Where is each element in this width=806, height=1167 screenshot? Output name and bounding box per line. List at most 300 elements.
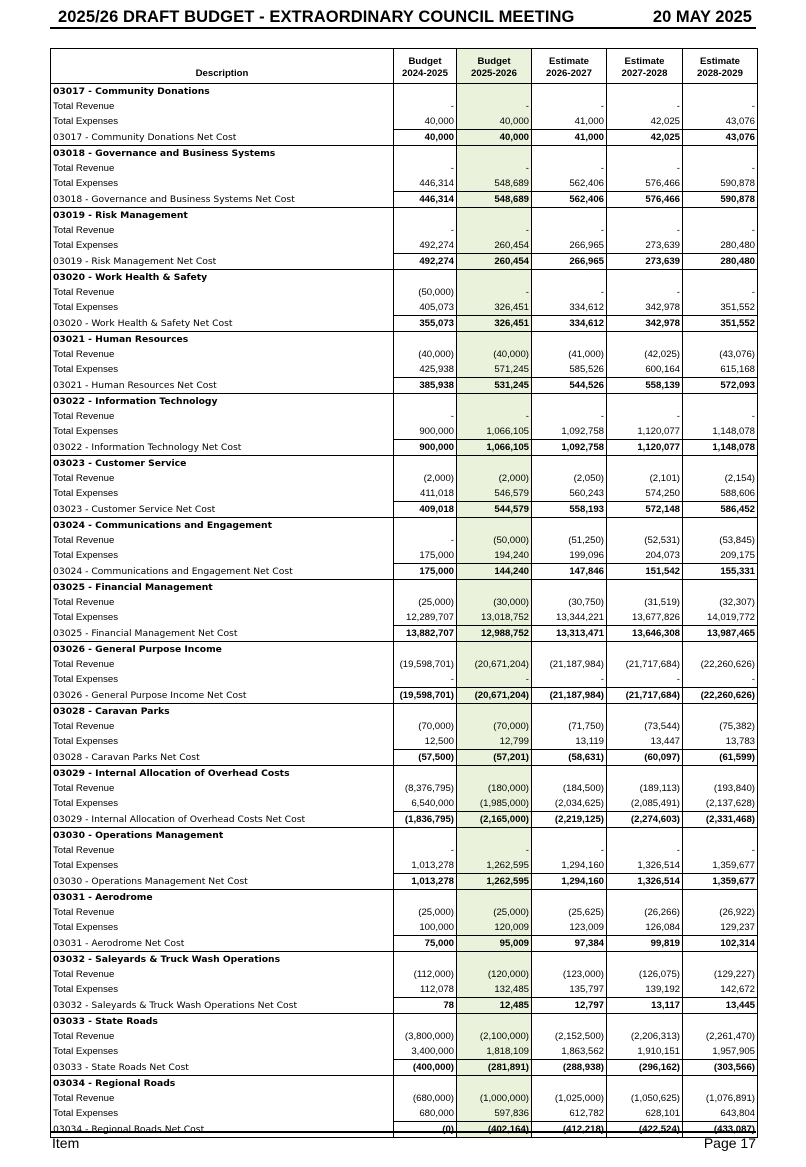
value-estimate-2028-2029: 586,452 [683, 502, 758, 518]
total-expenses-row [51, 920, 758, 936]
value-budget-2025-2026: 260,454 [457, 254, 532, 270]
value-estimate-2026-2027: (21,187,984) [532, 657, 607, 672]
row-label: Total Expenses [51, 176, 394, 192]
value-estimate-2028-2029: (22,260,626) [683, 688, 758, 704]
empty-cell [532, 952, 607, 968]
empty-cell [532, 704, 607, 720]
section-header-row [51, 704, 758, 720]
total-revenue-row [51, 409, 758, 424]
value-estimate-2026-2027: (288,938) [532, 1060, 607, 1076]
value-estimate-2027-2028: - [607, 843, 683, 858]
value-estimate-2026-2027: - [532, 843, 607, 858]
value-estimate-2027-2028: 572,148 [607, 502, 683, 518]
empty-cell [457, 580, 532, 596]
value-estimate-2028-2029: 14,019,772 [683, 610, 758, 626]
total-expenses-row [51, 1106, 758, 1122]
row-label: Total Expenses [51, 920, 394, 936]
value-estimate-2026-2027: 612,782 [532, 1106, 607, 1122]
budget-table [50, 48, 758, 1138]
total-expenses-row [51, 610, 758, 626]
value-estimate-2026-2027: - [532, 409, 607, 424]
section-title: 03030 - Operations Management [51, 828, 394, 844]
row-label: Total Revenue [51, 161, 394, 176]
column-header-line: 2025-2026 [471, 68, 517, 79]
empty-cell [607, 952, 683, 968]
budget-table-body [51, 84, 758, 1138]
page-header [50, 6, 756, 28]
value-estimate-2026-2027: 135,797 [532, 982, 607, 998]
value-estimate-2027-2028: 1,120,077 [607, 424, 683, 440]
value-budget-2024-2025: 1,013,278 [394, 858, 457, 874]
value-estimate-2027-2028: 13,677,826 [607, 610, 683, 626]
value-estimate-2026-2027: 266,965 [532, 238, 607, 254]
empty-cell [607, 84, 683, 100]
value-budget-2025-2026: 1,066,105 [457, 440, 532, 456]
value-estimate-2026-2027: 1,092,758 [532, 440, 607, 456]
column-header-line: 2028-2029 [697, 68, 743, 79]
value-estimate-2028-2029: (43,076) [683, 347, 758, 362]
value-estimate-2027-2028: (422,524) [607, 1122, 683, 1138]
value-estimate-2026-2027: - [532, 223, 607, 238]
value-estimate-2027-2028: 342,978 [607, 316, 683, 332]
total-expenses-row [51, 858, 758, 874]
value-estimate-2026-2027: 544,526 [532, 378, 607, 394]
value-estimate-2027-2028: 126,084 [607, 920, 683, 936]
value-budget-2024-2025: 385,938 [394, 378, 457, 394]
row-label: Total Revenue [51, 967, 394, 982]
value-estimate-2027-2028: 1,326,514 [607, 858, 683, 874]
value-estimate-2028-2029: 129,237 [683, 920, 758, 936]
value-estimate-2026-2027: 41,000 [532, 130, 607, 146]
empty-cell [532, 766, 607, 782]
value-estimate-2027-2028: - [607, 161, 683, 176]
empty-cell [394, 84, 457, 100]
value-estimate-2028-2029: 351,552 [683, 300, 758, 316]
value-budget-2025-2026: 132,485 [457, 982, 532, 998]
value-estimate-2026-2027: (41,000) [532, 347, 607, 362]
empty-cell [683, 1076, 758, 1092]
value-budget-2025-2026: - [457, 843, 532, 858]
value-budget-2025-2026: (2,100,000) [457, 1029, 532, 1044]
column-header-description: Description [51, 49, 394, 84]
total-expenses-row [51, 672, 758, 688]
value-estimate-2028-2029: 590,878 [683, 176, 758, 192]
total-revenue-row [51, 967, 758, 982]
value-estimate-2027-2028: (296,162) [607, 1060, 683, 1076]
value-budget-2025-2026: 12,799 [457, 734, 532, 750]
column-header-line: 2024-2025 [402, 68, 448, 79]
value-budget-2024-2025: 492,274 [394, 238, 457, 254]
row-label: 03023 - Customer Service Net Cost [51, 502, 394, 518]
value-estimate-2028-2029: 588,606 [683, 486, 758, 502]
net-cost-row [51, 812, 758, 828]
value-budget-2024-2025: 1,013,278 [394, 874, 457, 890]
value-estimate-2027-2028: 628,101 [607, 1106, 683, 1122]
row-label: Total Expenses [51, 238, 394, 254]
total-revenue-row [51, 99, 758, 114]
net-cost-row [51, 1060, 758, 1076]
value-estimate-2027-2028: 42,025 [607, 114, 683, 130]
value-estimate-2028-2029: (22,260,626) [683, 657, 758, 672]
value-estimate-2026-2027: 12,797 [532, 998, 607, 1014]
total-revenue-row [51, 719, 758, 734]
section-title: 03024 - Communications and Engagement [51, 518, 394, 534]
value-estimate-2027-2028: 13,646,308 [607, 626, 683, 642]
value-budget-2025-2026: - [457, 285, 532, 300]
value-budget-2025-2026: 548,689 [457, 176, 532, 192]
value-estimate-2026-2027: - [532, 99, 607, 114]
empty-cell [607, 704, 683, 720]
value-budget-2025-2026: (50,000) [457, 533, 532, 548]
value-estimate-2027-2028: (2,085,491) [607, 796, 683, 812]
value-estimate-2026-2027: 199,096 [532, 548, 607, 564]
row-label: Total Revenue [51, 781, 394, 796]
value-budget-2024-2025: 13,882,707 [394, 626, 457, 642]
value-estimate-2026-2027: (71,750) [532, 719, 607, 734]
empty-cell [394, 518, 457, 534]
empty-cell [394, 704, 457, 720]
value-budget-2024-2025: 425,938 [394, 362, 457, 378]
empty-cell [457, 146, 532, 162]
value-estimate-2026-2027: 123,009 [532, 920, 607, 936]
value-estimate-2027-2028: 1,326,514 [607, 874, 683, 890]
page-number: Page 17 [703, 1135, 756, 1151]
section-header-row [51, 890, 758, 906]
total-expenses-row [51, 982, 758, 998]
section-title: 03019 - Risk Management [51, 208, 394, 224]
value-budget-2025-2026: - [457, 672, 532, 688]
value-budget-2024-2025: (680,000) [394, 1091, 457, 1106]
value-budget-2024-2025: 6,540,000 [394, 796, 457, 812]
value-budget-2025-2026: (30,000) [457, 595, 532, 610]
empty-cell [607, 828, 683, 844]
total-revenue-row [51, 223, 758, 238]
row-label: Total Revenue [51, 1029, 394, 1044]
value-estimate-2027-2028: 273,639 [607, 254, 683, 270]
empty-cell [607, 766, 683, 782]
value-estimate-2028-2029: - [683, 99, 758, 114]
value-estimate-2027-2028: 1,120,077 [607, 440, 683, 456]
value-estimate-2028-2029: 142,672 [683, 982, 758, 998]
total-revenue-row [51, 843, 758, 858]
row-label: Total Revenue [51, 719, 394, 734]
value-estimate-2028-2029: 572,093 [683, 378, 758, 394]
value-budget-2024-2025: (40,000) [394, 347, 457, 362]
row-label: 03024 - Communications and Engagement Net Cost [51, 564, 394, 580]
row-label: Total Revenue [51, 657, 394, 672]
value-estimate-2027-2028: 342,978 [607, 300, 683, 316]
column-header-line: Estimate [624, 56, 665, 67]
value-estimate-2028-2029: 1,148,078 [683, 424, 758, 440]
value-budget-2025-2026: (120,000) [457, 967, 532, 982]
value-budget-2025-2026: - [457, 161, 532, 176]
value-budget-2025-2026: 544,579 [457, 502, 532, 518]
column-header-line: 2027-2028 [621, 68, 668, 79]
row-label: 03020 - Work Health & Safety Net Cost [51, 316, 394, 332]
row-label: 03028 - Caravan Parks Net Cost [51, 750, 394, 766]
empty-cell [394, 270, 457, 286]
empty-cell [532, 518, 607, 534]
value-estimate-2028-2029: (2,261,470) [683, 1029, 758, 1044]
value-budget-2024-2025: 405,073 [394, 300, 457, 316]
value-budget-2025-2026: 326,451 [457, 300, 532, 316]
section-header-row [51, 642, 758, 658]
value-estimate-2028-2029: 1,359,677 [683, 874, 758, 890]
row-label: Total Revenue [51, 595, 394, 610]
total-expenses-row [51, 796, 758, 812]
section-title: 03034 - Regional Roads [51, 1076, 394, 1092]
section-title: 03031 - Aerodrome [51, 890, 394, 906]
value-estimate-2027-2028: 151,542 [607, 564, 683, 580]
column-header-estimate-2028-2029 [683, 49, 758, 84]
net-cost-row [51, 316, 758, 332]
section-title: 03032 - Saleyards & Truck Wash Operations [51, 952, 394, 968]
value-estimate-2028-2029: (2,331,468) [683, 812, 758, 828]
value-estimate-2027-2028: (1,050,625) [607, 1091, 683, 1106]
empty-cell [457, 1076, 532, 1092]
empty-cell [683, 208, 758, 224]
empty-cell [532, 208, 607, 224]
net-cost-row [51, 998, 758, 1014]
value-budget-2024-2025: 40,000 [394, 114, 457, 130]
value-budget-2024-2025: 3,400,000 [394, 1044, 457, 1060]
value-estimate-2028-2029: (61,599) [683, 750, 758, 766]
section-header-row [51, 580, 758, 596]
value-budget-2024-2025: - [394, 533, 457, 548]
value-estimate-2028-2029: 1,957,905 [683, 1044, 758, 1060]
value-estimate-2026-2027: 334,612 [532, 316, 607, 332]
value-budget-2025-2026: 95,009 [457, 936, 532, 952]
value-budget-2024-2025: (50,000) [394, 285, 457, 300]
empty-cell [394, 952, 457, 968]
column-header-line: Budget [408, 56, 442, 67]
value-estimate-2028-2029: (26,922) [683, 905, 758, 920]
empty-cell [394, 828, 457, 844]
table-header-row [51, 49, 758, 84]
value-estimate-2028-2029: 102,314 [683, 936, 758, 952]
row-label: 03033 - State Roads Net Cost [51, 1060, 394, 1076]
value-estimate-2027-2028: 576,466 [607, 192, 683, 208]
total-expenses-row [51, 548, 758, 564]
page-title: 2025/26 DRAFT BUDGET - EXTRAORDINARY COUNCIL MEETING [58, 8, 575, 26]
value-estimate-2028-2029: 643,804 [683, 1106, 758, 1122]
value-estimate-2026-2027: (2,152,500) [532, 1029, 607, 1044]
empty-cell [457, 208, 532, 224]
value-budget-2025-2026: (180,000) [457, 781, 532, 796]
value-estimate-2028-2029: (1,076,891) [683, 1091, 758, 1106]
total-expenses-row [51, 362, 758, 378]
empty-cell [607, 642, 683, 658]
total-expenses-row [51, 1044, 758, 1060]
value-budget-2025-2026: 1,262,595 [457, 874, 532, 890]
value-estimate-2026-2027: (2,034,625) [532, 796, 607, 812]
column-header-line: Estimate [700, 56, 740, 67]
value-budget-2024-2025: (0) [394, 1122, 457, 1138]
value-budget-2024-2025: (3,800,000) [394, 1029, 457, 1044]
section-title: 03018 - Governance and Business Systems [51, 146, 394, 162]
empty-cell [394, 332, 457, 348]
value-budget-2025-2026: 531,245 [457, 378, 532, 394]
value-estimate-2027-2028: 574,250 [607, 486, 683, 502]
empty-cell [394, 642, 457, 658]
row-label: 03031 - Aerodrome Net Cost [51, 936, 394, 952]
section-title: 03025 - Financial Management [51, 580, 394, 596]
empty-cell [532, 332, 607, 348]
value-estimate-2028-2029: 1,359,677 [683, 858, 758, 874]
value-budget-2024-2025: 900,000 [394, 440, 457, 456]
value-estimate-2028-2029: - [683, 409, 758, 424]
section-header-row [51, 828, 758, 844]
value-estimate-2028-2029: - [683, 161, 758, 176]
value-budget-2024-2025: (1,836,795) [394, 812, 457, 828]
value-estimate-2028-2029: 615,168 [683, 362, 758, 378]
empty-cell [683, 828, 758, 844]
empty-cell [683, 580, 758, 596]
value-budget-2024-2025: 175,000 [394, 564, 457, 580]
row-label: 03021 - Human Resources Net Cost [51, 378, 394, 394]
value-estimate-2026-2027: 560,243 [532, 486, 607, 502]
empty-cell [683, 270, 758, 286]
net-cost-row [51, 130, 758, 146]
total-expenses-row [51, 300, 758, 316]
value-estimate-2028-2029: 13,987,465 [683, 626, 758, 642]
value-budget-2024-2025: (57,500) [394, 750, 457, 766]
value-budget-2025-2026: (70,000) [457, 719, 532, 734]
value-estimate-2027-2028: - [607, 99, 683, 114]
row-label: Total Revenue [51, 471, 394, 486]
row-label: 03025 - Financial Management Net Cost [51, 626, 394, 642]
value-estimate-2028-2029: (2,137,628) [683, 796, 758, 812]
value-budget-2024-2025: - [394, 161, 457, 176]
value-budget-2024-2025: 112,078 [394, 982, 457, 998]
value-budget-2024-2025: 446,314 [394, 176, 457, 192]
empty-cell [457, 704, 532, 720]
row-label: Total Expenses [51, 300, 394, 316]
value-estimate-2026-2027: 558,193 [532, 502, 607, 518]
value-estimate-2026-2027: (2,219,125) [532, 812, 607, 828]
value-budget-2025-2026: 571,245 [457, 362, 532, 378]
net-cost-row [51, 440, 758, 456]
value-estimate-2028-2029: 1,148,078 [683, 440, 758, 456]
empty-cell [457, 1014, 532, 1030]
value-budget-2024-2025: 355,073 [394, 316, 457, 332]
row-label: Total Expenses [51, 610, 394, 626]
value-budget-2024-2025: - [394, 843, 457, 858]
net-cost-row [51, 564, 758, 580]
empty-cell [532, 828, 607, 844]
value-budget-2024-2025: 75,000 [394, 936, 457, 952]
value-budget-2025-2026: (57,201) [457, 750, 532, 766]
value-budget-2025-2026: (281,891) [457, 1060, 532, 1076]
value-estimate-2027-2028: 13,117 [607, 998, 683, 1014]
value-budget-2025-2026: (25,000) [457, 905, 532, 920]
value-budget-2025-2026: 40,000 [457, 130, 532, 146]
section-title: 03033 - State Roads [51, 1014, 394, 1030]
value-estimate-2026-2027: (21,187,984) [532, 688, 607, 704]
value-estimate-2026-2027: 1,092,758 [532, 424, 607, 440]
total-expenses-row [51, 734, 758, 750]
value-budget-2024-2025: 100,000 [394, 920, 457, 936]
section-header-row [51, 84, 758, 100]
value-estimate-2026-2027: 13,313,471 [532, 626, 607, 642]
empty-cell [394, 146, 457, 162]
section-title: 03021 - Human Resources [51, 332, 394, 348]
row-label: Total Expenses [51, 548, 394, 564]
value-estimate-2027-2028: - [607, 285, 683, 300]
value-estimate-2028-2029: (433,087) [683, 1122, 758, 1138]
value-estimate-2027-2028: 1,910,151 [607, 1044, 683, 1060]
value-estimate-2027-2028: (26,266) [607, 905, 683, 920]
value-estimate-2027-2028: (2,274,603) [607, 812, 683, 828]
value-estimate-2027-2028: (52,531) [607, 533, 683, 548]
empty-cell [532, 642, 607, 658]
row-label: Total Expenses [51, 114, 394, 130]
value-budget-2024-2025: 175,000 [394, 548, 457, 564]
value-estimate-2027-2028: - [607, 223, 683, 238]
total-revenue-row [51, 781, 758, 796]
empty-cell [607, 1014, 683, 1030]
empty-cell [683, 704, 758, 720]
empty-cell [394, 456, 457, 472]
value-estimate-2026-2027: 585,526 [532, 362, 607, 378]
value-estimate-2026-2027: 41,000 [532, 114, 607, 130]
empty-cell [532, 890, 607, 906]
empty-cell [607, 208, 683, 224]
value-budget-2025-2026: 12,485 [457, 998, 532, 1014]
total-revenue-row [51, 657, 758, 672]
value-estimate-2028-2029: - [683, 843, 758, 858]
section-title: 03023 - Customer Service [51, 456, 394, 472]
value-estimate-2028-2029: 209,175 [683, 548, 758, 564]
value-estimate-2028-2029: (32,307) [683, 595, 758, 610]
row-label: 03030 - Operations Management Net Cost [51, 874, 394, 890]
total-expenses-row [51, 114, 758, 130]
section-header-row [51, 518, 758, 534]
value-budget-2024-2025: 409,018 [394, 502, 457, 518]
net-cost-row [51, 874, 758, 890]
value-estimate-2028-2029: - [683, 223, 758, 238]
value-budget-2025-2026: 1,066,105 [457, 424, 532, 440]
value-estimate-2028-2029: 43,076 [683, 114, 758, 130]
value-estimate-2026-2027: (1,025,000) [532, 1091, 607, 1106]
value-estimate-2026-2027: 334,612 [532, 300, 607, 316]
footer-item-label: Item [52, 1135, 80, 1151]
total-expenses-row [51, 486, 758, 502]
empty-cell [532, 394, 607, 410]
value-estimate-2026-2027: (412,218) [532, 1122, 607, 1138]
value-estimate-2027-2028: (21,717,684) [607, 688, 683, 704]
value-estimate-2027-2028: - [607, 409, 683, 424]
total-expenses-row [51, 176, 758, 192]
column-header-budget-2025-2026 [457, 49, 532, 84]
value-estimate-2026-2027: 1,863,562 [532, 1044, 607, 1060]
row-label: 03019 - Risk Management Net Cost [51, 254, 394, 270]
section-header-row [51, 1014, 758, 1030]
row-label: Total Expenses [51, 1106, 394, 1122]
value-estimate-2027-2028: 273,639 [607, 238, 683, 254]
empty-cell [457, 952, 532, 968]
value-estimate-2026-2027: 1,294,160 [532, 874, 607, 890]
empty-cell [683, 84, 758, 100]
value-estimate-2027-2028: 576,466 [607, 176, 683, 192]
value-estimate-2028-2029: (75,382) [683, 719, 758, 734]
value-budget-2024-2025: - [394, 99, 457, 114]
net-cost-row [51, 192, 758, 208]
value-estimate-2027-2028: (42,025) [607, 347, 683, 362]
row-label: Total Expenses [51, 1044, 394, 1060]
empty-cell [394, 394, 457, 410]
empty-cell [683, 952, 758, 968]
